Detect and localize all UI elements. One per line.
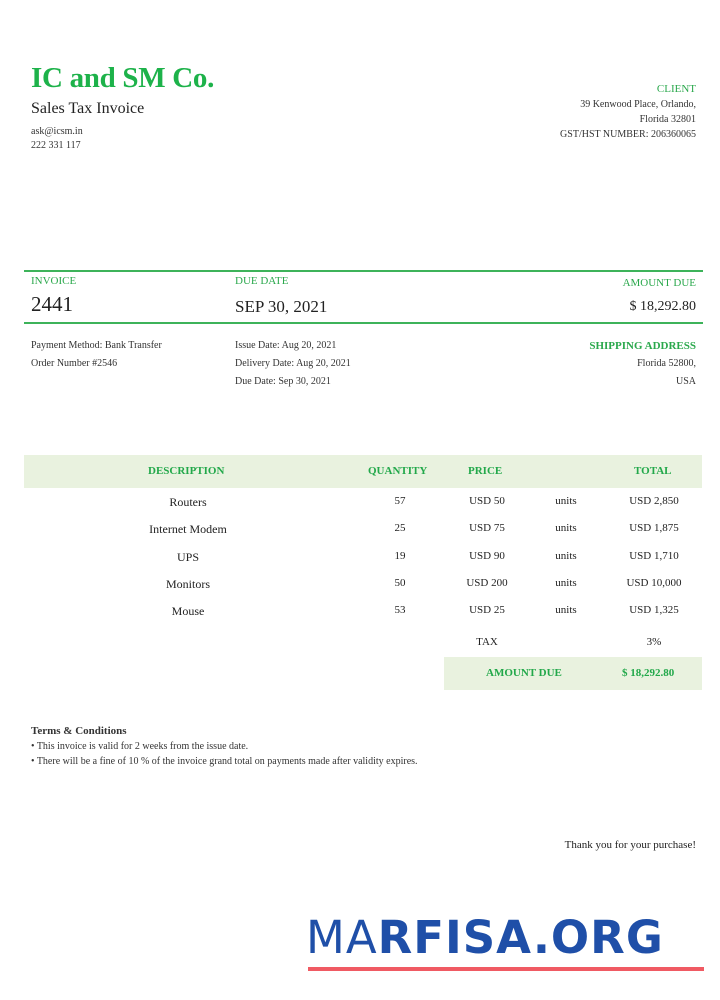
due-date-value: SEP 30, 2021 bbox=[235, 297, 328, 316]
item-quantity: 25 bbox=[394, 522, 406, 534]
header-total: TOTAL bbox=[634, 465, 672, 477]
item-price: USD 200 bbox=[466, 577, 508, 589]
item-unit: units bbox=[555, 522, 577, 534]
watermark-part1: MA bbox=[306, 911, 378, 964]
terms-item: • There will be a fine of 10 % of the invoice grand total on payments made after validity expires. bbox=[31, 756, 418, 767]
shipping-address-label: SHIPPING ADDRESS bbox=[589, 340, 696, 352]
table-row bbox=[0, 577, 720, 604]
item-price: USD 50 bbox=[469, 495, 505, 507]
tax-value: 3% bbox=[646, 636, 662, 648]
amount-due-band bbox=[444, 657, 702, 690]
due-date-label: DUE DATE bbox=[235, 275, 289, 287]
invoice-number: 2441 bbox=[31, 292, 73, 316]
item-description: Mouse bbox=[171, 604, 205, 618]
issue-date: Issue Date: Aug 20, 2021 bbox=[235, 340, 337, 351]
amount-due-value: $ 18,292.80 bbox=[629, 299, 696, 314]
header-description: DESCRIPTION bbox=[148, 465, 225, 477]
delivery-date: Delivery Date: Aug 20, 2021 bbox=[235, 358, 351, 369]
item-unit: units bbox=[555, 604, 577, 616]
summary-bottom-divider bbox=[24, 322, 703, 324]
date-details bbox=[235, 337, 351, 391]
header-quantity: QUANTITY bbox=[368, 465, 428, 477]
company-name: IC and SM Co. bbox=[31, 62, 215, 94]
tax-label: TAX bbox=[476, 636, 498, 648]
item-quantity: 50 bbox=[394, 577, 406, 589]
item-price: USD 90 bbox=[469, 550, 505, 562]
item-total: USD 1,325 bbox=[629, 604, 679, 616]
terms-item: • This invoice is valid for 2 weeks from the issue date. bbox=[31, 741, 249, 752]
shipping-line2: USA bbox=[675, 376, 696, 387]
item-total: USD 10,000 bbox=[626, 577, 682, 589]
client-block bbox=[436, 82, 696, 142]
item-total: USD 1,710 bbox=[629, 550, 679, 562]
shipping-address bbox=[589, 337, 696, 391]
terms-title: Terms & Conditions bbox=[31, 725, 127, 737]
client-gst-number: GST/HST NUMBER: 206360065 bbox=[560, 129, 696, 140]
client-address-line1: 39 Kenwood Place, Orlando, bbox=[580, 99, 696, 110]
item-quantity: 53 bbox=[394, 604, 406, 616]
invoice-label: INVOICE bbox=[31, 275, 77, 287]
document-type: Sales Tax Invoice bbox=[31, 100, 145, 117]
table-row bbox=[0, 604, 720, 631]
payment-details bbox=[31, 337, 162, 373]
amount-due-label: AMOUNT DUE bbox=[622, 277, 696, 289]
header-price: PRICE bbox=[468, 465, 503, 477]
items-table-header bbox=[24, 455, 702, 488]
table-row bbox=[0, 495, 720, 522]
item-description: UPS bbox=[176, 550, 199, 564]
item-total: USD 2,850 bbox=[629, 495, 679, 507]
shipping-line1: Florida 52800, bbox=[637, 358, 696, 369]
due-date-detail: Due Date: Sep 30, 2021 bbox=[235, 376, 331, 387]
table-row bbox=[0, 522, 720, 549]
item-total: USD 1,875 bbox=[629, 522, 679, 534]
watermark-underline bbox=[308, 967, 704, 971]
marfisa-watermark-logo bbox=[306, 913, 664, 963]
item-unit: units bbox=[555, 550, 577, 562]
company-phone: 222 331 117 bbox=[31, 140, 81, 151]
item-description: Routers bbox=[169, 495, 207, 509]
client-label: CLIENT bbox=[656, 83, 696, 95]
item-quantity: 57 bbox=[394, 495, 406, 507]
thank-you-note: Thank you for your purchase! bbox=[564, 839, 696, 851]
amount-due-total-value: $ 18,292.80 bbox=[622, 667, 675, 679]
order-number: Order Number #2546 bbox=[31, 358, 118, 369]
payment-method: Payment Method: Bank Transfer bbox=[31, 340, 162, 351]
summary-top-divider bbox=[24, 270, 703, 272]
item-price: USD 75 bbox=[469, 522, 505, 534]
item-unit: units bbox=[555, 577, 577, 589]
table-row bbox=[0, 550, 720, 577]
item-quantity: 19 bbox=[394, 550, 406, 562]
company-email: ask@icsm.in bbox=[31, 126, 83, 137]
terms-section bbox=[31, 724, 418, 769]
item-price: USD 25 bbox=[469, 604, 505, 616]
item-description: Monitors bbox=[165, 577, 210, 591]
client-address-line2: Florida 32801 bbox=[639, 114, 696, 125]
watermark-part3: .ORG bbox=[532, 911, 664, 964]
watermark-part2: RFISA bbox=[377, 911, 533, 964]
item-description: Internet Modem bbox=[149, 522, 227, 536]
amount-due-total-label: AMOUNT DUE bbox=[486, 667, 562, 679]
item-unit: units bbox=[555, 495, 577, 507]
